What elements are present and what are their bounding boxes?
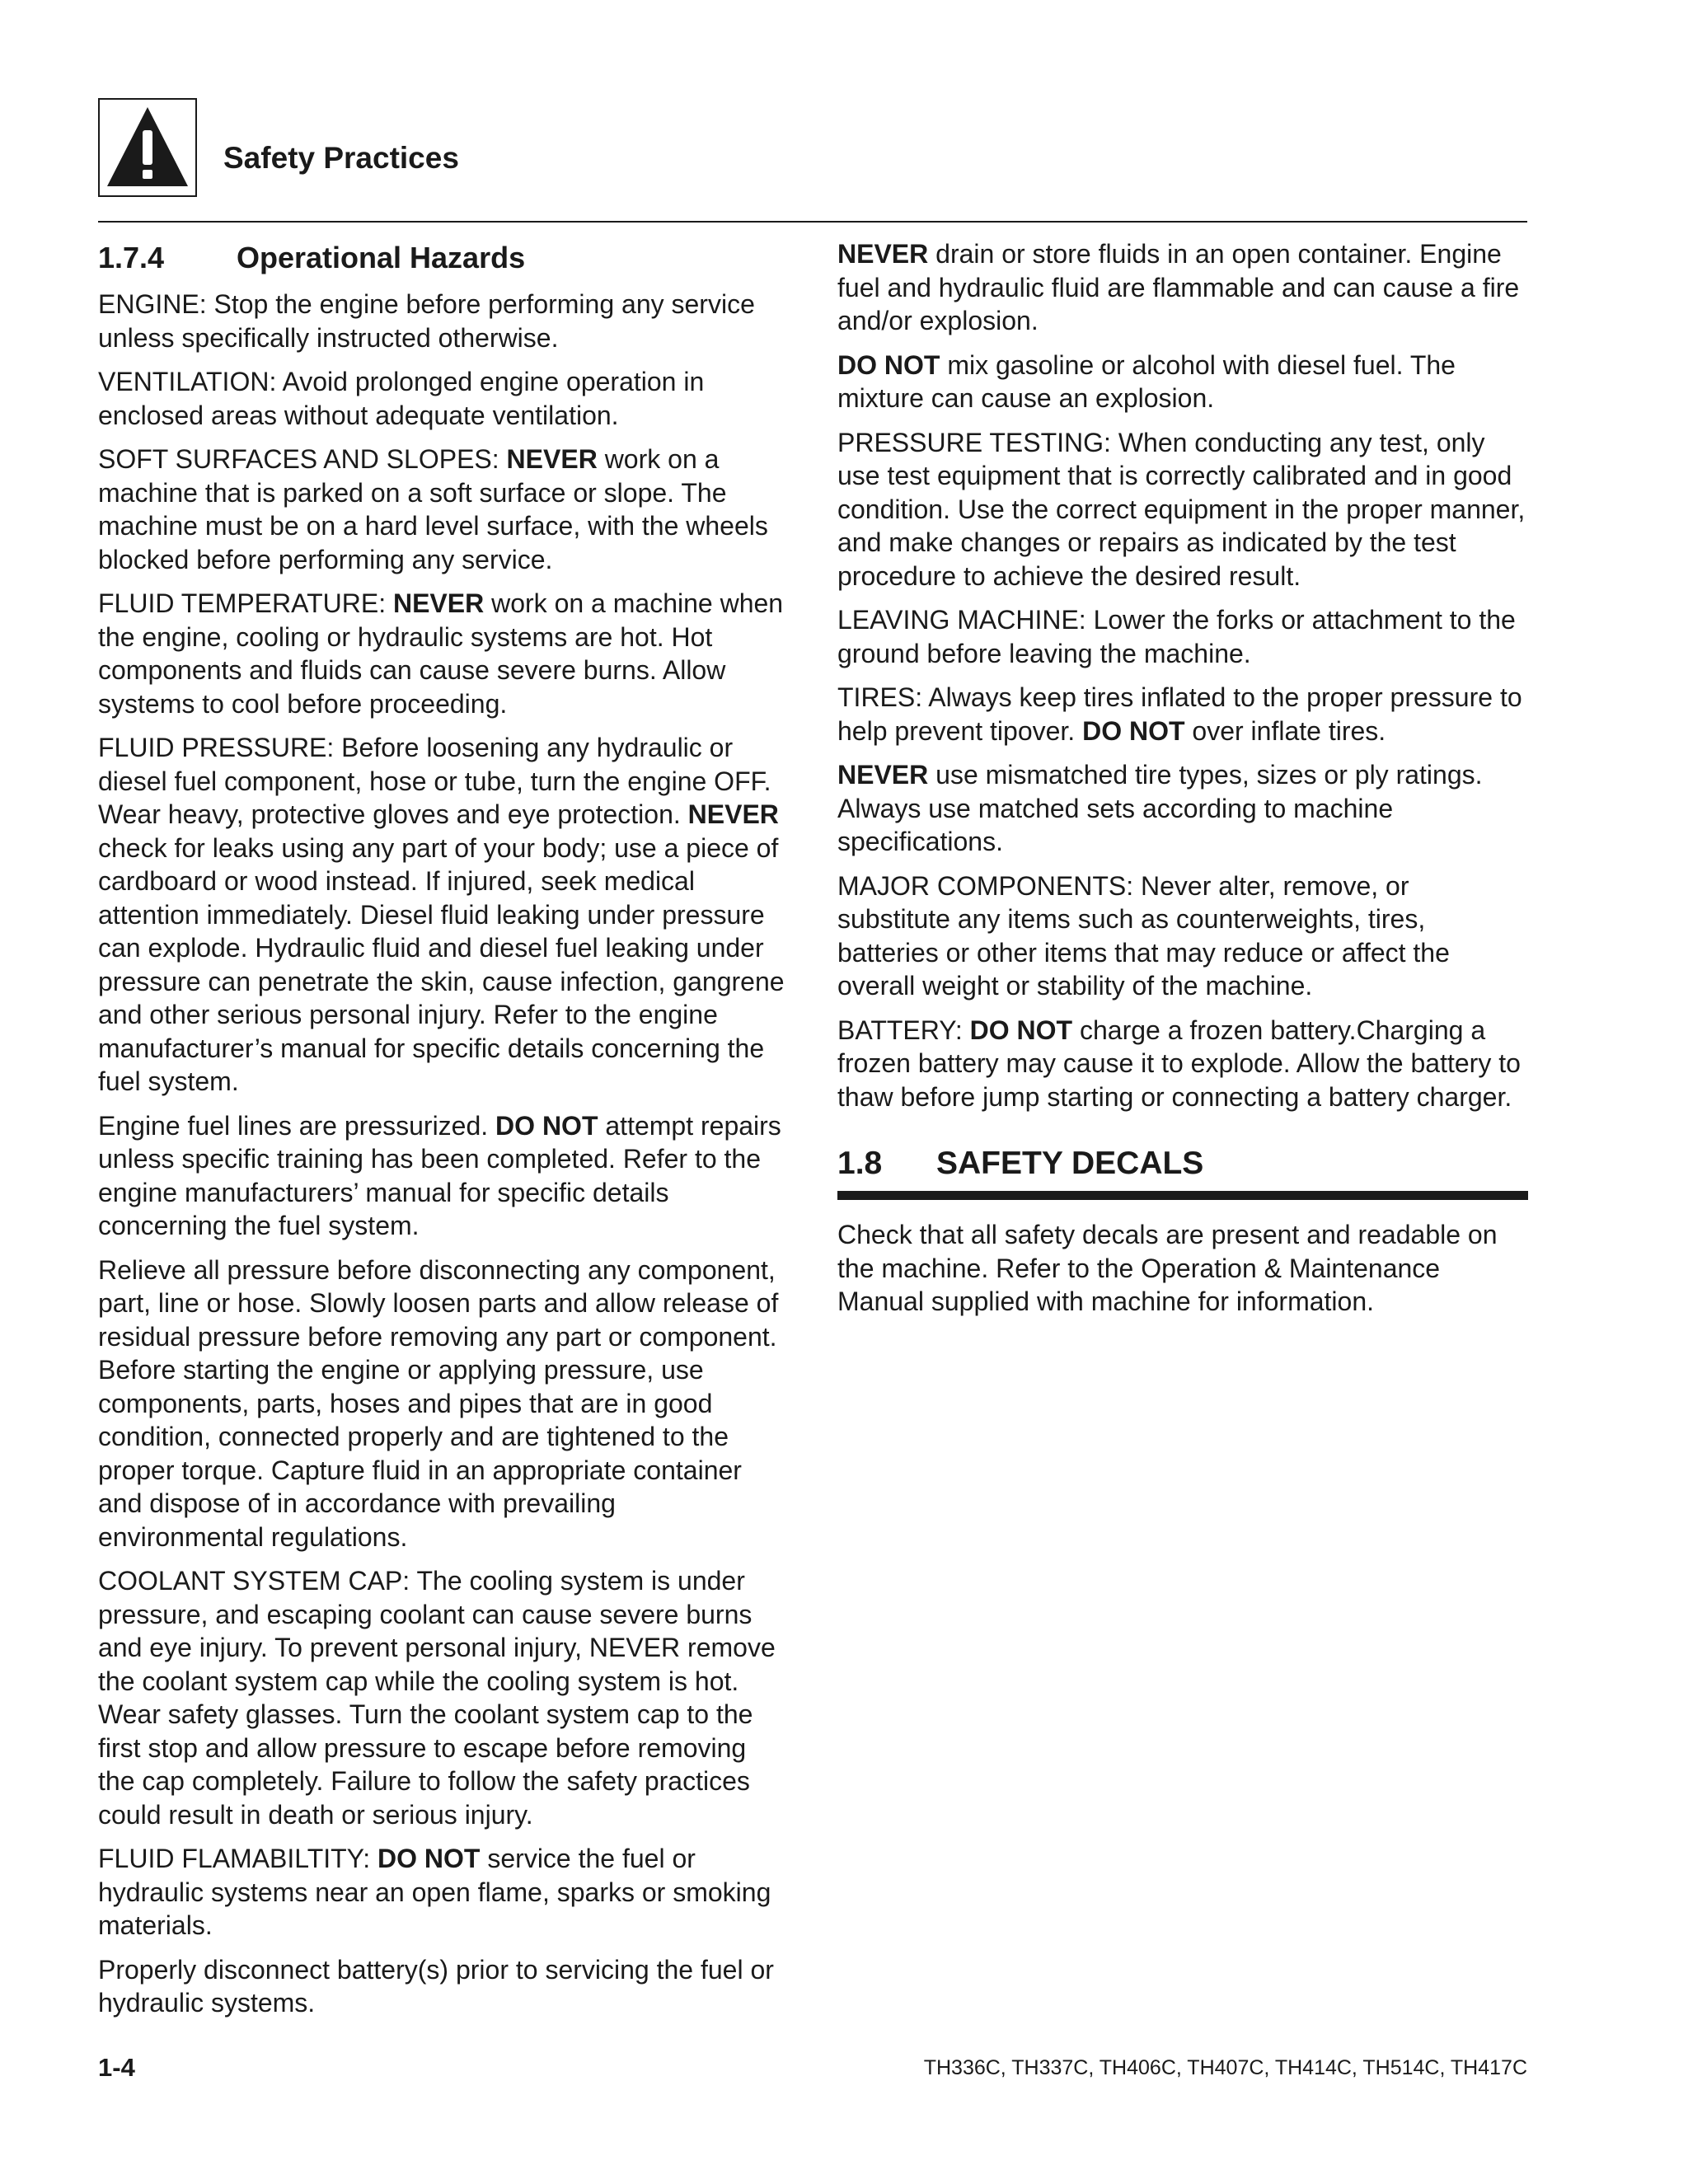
- paragraph: [98, 365, 787, 432]
- right-paragraphs: [837, 237, 1528, 1113]
- paragraph-text: COOLANT SYSTEM CAP: The cooling system is under pressure, and escaping coolant can cause severe burns and eye injury. To prevent personal injury, NEVER remove the coolant system cap while the cooling system is hot. Wear safety glasses. Turn the coolant system cap to the first stop and allow pressure to escape before removing the cap completely. Failure to follow the safety practices could result in death or serious injury.: [98, 1566, 776, 1830]
- paragraph-text: TIRES: Always keep tires inflated to the proper pressure to help prevent tipover.: [837, 682, 1522, 746]
- paragraph: [98, 1953, 787, 2020]
- emphasis-text: NEVER: [837, 760, 929, 790]
- emphasis-text: DO NOT: [837, 349, 940, 380]
- paragraph-text: FLUID FLAMABILTITY:: [98, 1844, 378, 1873]
- decals-paragraph: Check that all safety decals are present and readable on the machine. Refer to the Operation & Maintenance Manual supplied with machine for information.: [837, 1220, 1498, 1316]
- header-title: Safety Practices: [223, 141, 459, 175]
- paragraph: [98, 288, 787, 354]
- paragraph: [98, 587, 787, 720]
- paragraph-text: attempt repairs unless specific training has been completed. Refer to the engine manufacturers’ manual for specific details concerning the fuel system.: [98, 1110, 781, 1240]
- paragraph-text: drain or store fluids in an open container. Engine fuel and hydraulic fluid are flammable and can cause a fire and/or explosion.: [837, 239, 1520, 335]
- paragraph: [837, 349, 1528, 415]
- warning-triangle-icon: [102, 102, 193, 193]
- paragraph-text: mix gasoline or alcohol with diesel fuel. The mixture can cause an explosion.: [837, 349, 1456, 413]
- paragraph-text: SOFT SURFACES AND SLOPES:: [98, 444, 507, 474]
- decals-title: SAFETY DECALS: [936, 1146, 1204, 1181]
- model-list: TH336C, TH337C, TH406C, TH407C, TH414C, TH514C, TH417C: [923, 2056, 1527, 2079]
- paragraph: [837, 1014, 1528, 1114]
- paragraph-text: check for leaks using any part of your body; use a piece of cardboard or wood instead. If injured, seek medical attention immediately. Diesel fluid leaking under pressure can explode. Hydraulic fluid and diesel fuel leaking under pressure can penetrate the skin, cause infection, gangrene and other serious personal injury. Refer to the engine manufacturer’s manual for specific details concerning the fuel system.: [98, 832, 785, 1096]
- section-title: Operational Hazards: [237, 241, 526, 274]
- paragraph: [837, 603, 1528, 670]
- emphasis-text: NEVER: [837, 239, 929, 269]
- paragraph: [98, 443, 787, 576]
- paragraph-text: use mismatched tire types, sizes or ply ratings. Always use matched sets according to machine specifications.: [837, 760, 1483, 856]
- emphasis-text: NEVER: [506, 444, 598, 474]
- emphasis-text: DO NOT: [1082, 715, 1185, 746]
- paragraph: [98, 1109, 787, 1243]
- paragraph: [837, 681, 1528, 748]
- paragraph-text: VENTILATION: Avoid prolonged engine operation in enclosed areas without adequate ventilation.: [98, 367, 705, 430]
- emphasis-text: DO NOT: [495, 1110, 598, 1141]
- emphasis-text: DO NOT: [969, 1015, 1073, 1045]
- paragraph-text: work on a machine when the engine, cooling or hydraulic systems are hot. Hot components and fluids can cause severe burns. Allow systems to cool before proceeding.: [98, 588, 784, 719]
- paragraph-text: Relieve all pressure before disconnecting any component, part, line or hose. Slowly loosen parts and allow release of residual pressure before removing any part or component. Before starting the engine or applying pressure, use components, parts, hoses and pipes that are in good condition, connected properly and are tightened to the proper torque. Capture fluid in an appropriate container and dispose of in accordance with prevailing environmental regulations.: [98, 1254, 779, 1552]
- paragraph-text: charge a frozen battery.Charging a frozen battery may cause it to explode. Allow the battery to thaw before jump starting or connecting a battery charger.: [837, 1015, 1521, 1112]
- paragraph-text: LEAVING MACHINE: Lower the forks or attachment to the ground before leaving the machine.: [837, 605, 1516, 668]
- paragraph: [98, 1254, 787, 1554]
- paragraph-text: work on a machine that is parked on a soft surface or slope. The machine must be on a hard level surface, with the wheels blocked before performing any service.: [98, 444, 768, 574]
- section-heading-operational-hazards: [98, 237, 787, 279]
- emphasis-text: DO NOT: [377, 1844, 481, 1873]
- right-column: [837, 237, 1528, 1329]
- emphasis-text: NEVER: [687, 799, 779, 829]
- paragraph: [98, 1842, 787, 1943]
- paragraph: [837, 237, 1528, 338]
- section-heading-safety-decals: [837, 1143, 1528, 1200]
- decals-number: 1.8: [837, 1146, 883, 1181]
- paragraph-text: Properly disconnect battery(s) prior to servicing the fuel or hydraulic systems.: [98, 1954, 774, 2018]
- paragraph: [837, 758, 1528, 859]
- header-divider: [98, 221, 1527, 223]
- section-number: 1.7.4: [98, 241, 165, 274]
- paragraph: [98, 731, 787, 1099]
- paragraph-text: PRESSURE TESTING: When conducting any test, only use test equipment that is correctly calibrated and in good condition. Use the correct equipment in the proper manner, and make changes or repairs as indicated by the test procedure to achieve the desired result.: [837, 427, 1526, 591]
- warning-icon-box: [98, 98, 197, 197]
- paragraph-text: BATTERY:: [837, 1015, 970, 1045]
- paragraph: [837, 426, 1528, 593]
- paragraph: [837, 869, 1528, 1003]
- paragraph-text: Engine fuel lines are pressurized.: [98, 1110, 496, 1141]
- page-number: 1-4: [98, 2053, 135, 2082]
- paragraph-text: FLUID PRESSURE: Before loosening any hydraulic or diesel fuel component, hose or tube, turn the engine OFF. Wear heavy, protective gloves and eye protection.: [98, 733, 771, 829]
- paragraph-text: service the fuel or hydraulic systems near an open flame, sparks or smoking materials.: [98, 1844, 771, 1940]
- emphasis-text: NEVER: [392, 588, 485, 618]
- left-column: [98, 237, 787, 2031]
- paragraph-text: MAJOR COMPONENTS: Never alter, remove, or substitute any items such as counterweights, tires, batteries or other items that may reduce or affect the overall weight or stability of the machine.: [837, 870, 1450, 1001]
- paragraph-text: over inflate tires.: [1184, 715, 1386, 746]
- left-paragraphs: [98, 288, 787, 2020]
- paragraph-text: ENGINE: Stop the engine before performing any service unless specifically instructed otherwise.: [98, 289, 755, 353]
- paragraph: [98, 1564, 787, 1831]
- paragraph-text: FLUID TEMPERATURE:: [98, 588, 393, 618]
